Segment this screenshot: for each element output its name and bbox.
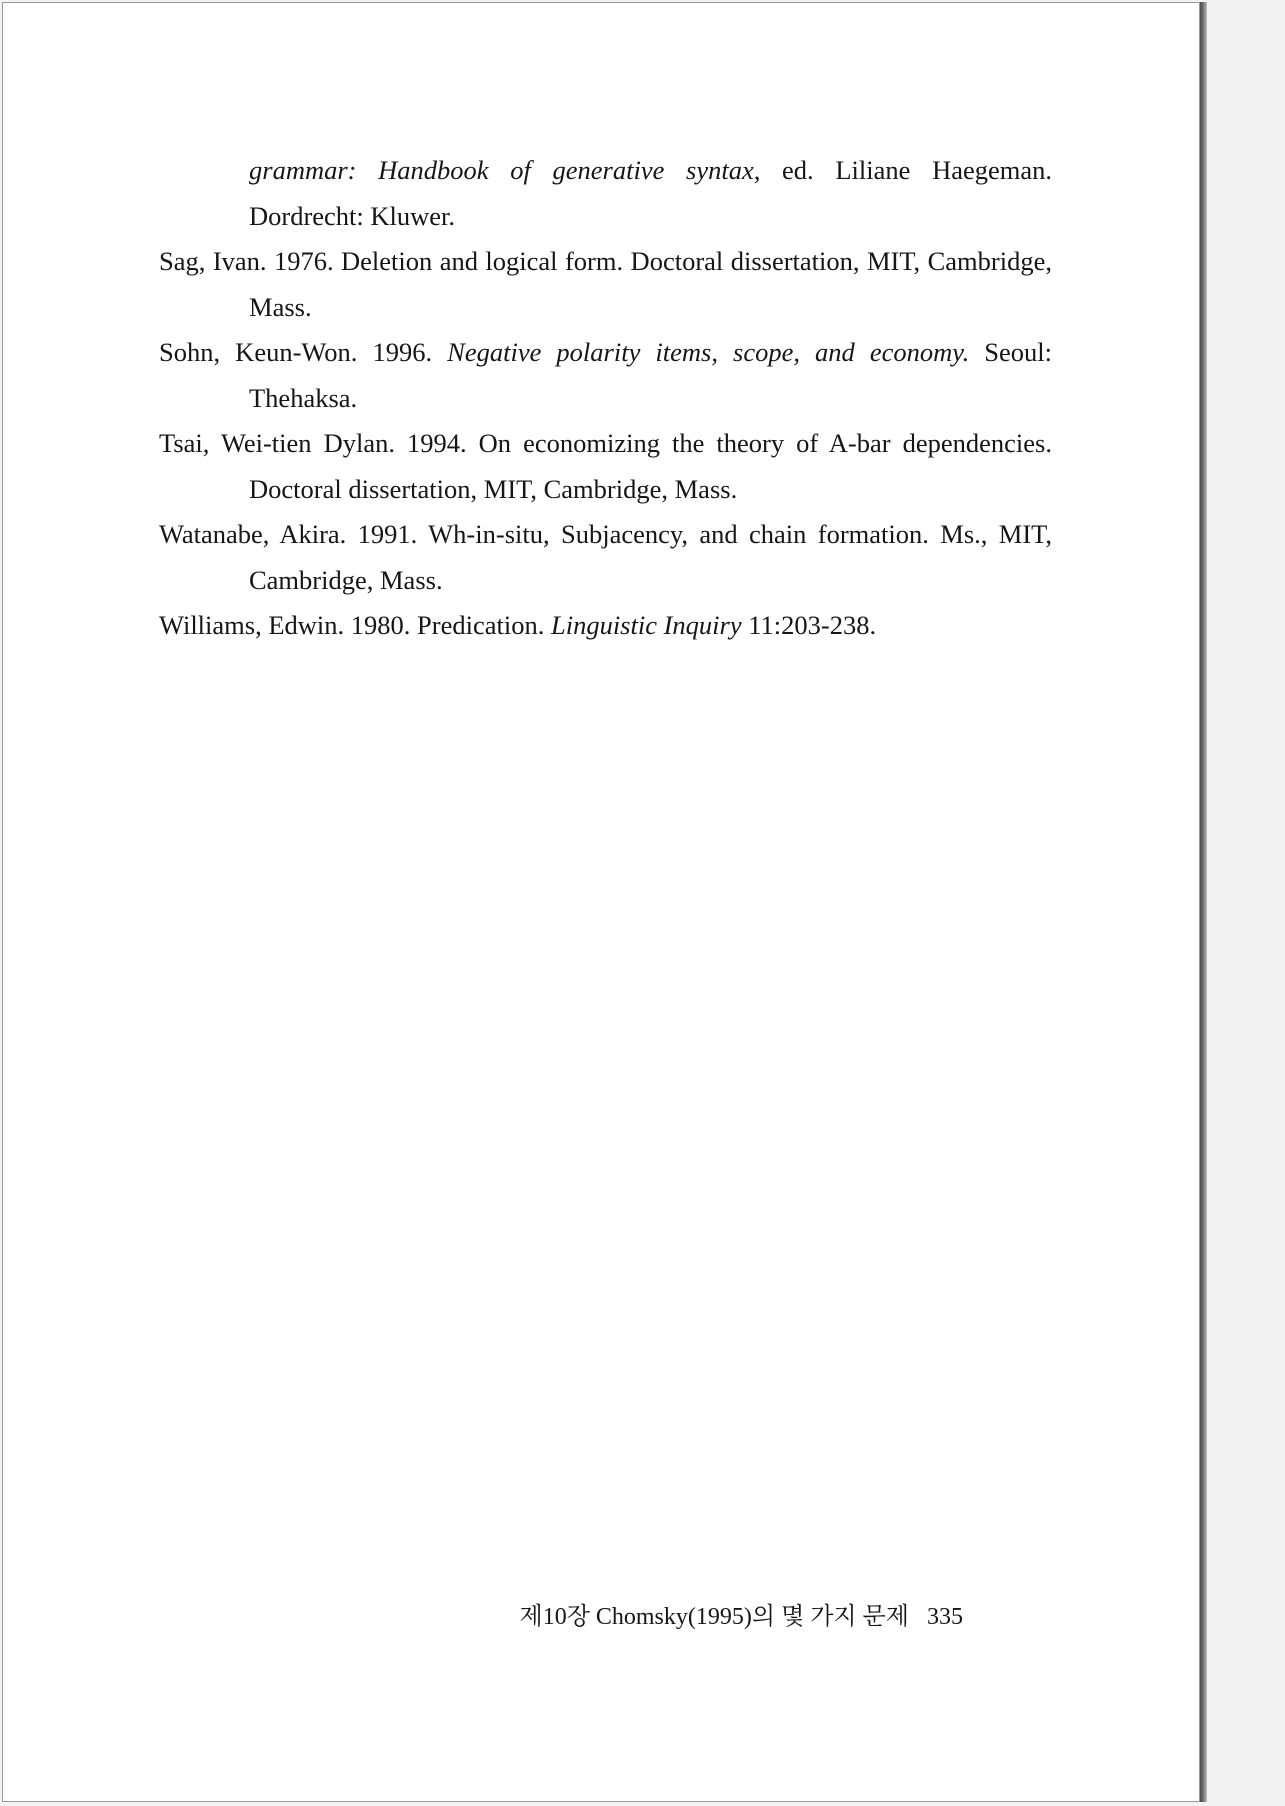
- reference-entry: [159, 148, 1052, 239]
- reference-prefix: Sohn, Keun-Won. 1996.: [159, 337, 448, 367]
- reference-suffix: ed. Liliane Haegeman. Dordrecht: Kluwer.: [249, 155, 1052, 231]
- reference-suffix: 11:203-238.: [741, 610, 877, 640]
- reference-prefix: Tsai, Wei-tien Dylan. 1994. On economizing the theory of A-bar dependencies. Doctoral dissertation, MIT, Cambridge, Mass.: [159, 428, 1052, 504]
- reference-title: Linguistic Inquiry: [550, 610, 742, 640]
- reference-entry: [159, 330, 1052, 421]
- reference-entry: [159, 239, 1052, 330]
- reference-entry: [159, 421, 1052, 512]
- reference-suffix: Seoul: Thehaksa.: [249, 337, 1052, 413]
- reference-prefix: Sag, Ivan. 1976. Deletion and logical form. Doctoral dissertation, MIT, Cambridge, Mass.: [159, 246, 1052, 322]
- page-edge-shadow: [1200, 2, 1207, 1802]
- reference-prefix: Watanabe, Akira. 1991. Wh-in-situ, Subjacency, and chain formation. Ms., MIT, Cambridge, Mass.: [159, 519, 1052, 595]
- reference-title: Negative polarity items, scope, and economy.: [447, 337, 970, 367]
- running-footer: [520, 1600, 963, 1634]
- chapter-running-title: 제10장 Chomsky(1995)의 몇 가지 문제: [519, 1604, 909, 1630]
- reference-title: grammar: Handbook of generative syntax,: [249, 155, 761, 185]
- reference-entry: [159, 603, 1052, 649]
- document-page: [2, 2, 1200, 1802]
- reference-list: [159, 148, 1052, 649]
- page-number: 335: [927, 1604, 963, 1630]
- reference-entry: [159, 512, 1052, 603]
- reference-prefix: Williams, Edwin. 1980. Predication.: [159, 610, 551, 640]
